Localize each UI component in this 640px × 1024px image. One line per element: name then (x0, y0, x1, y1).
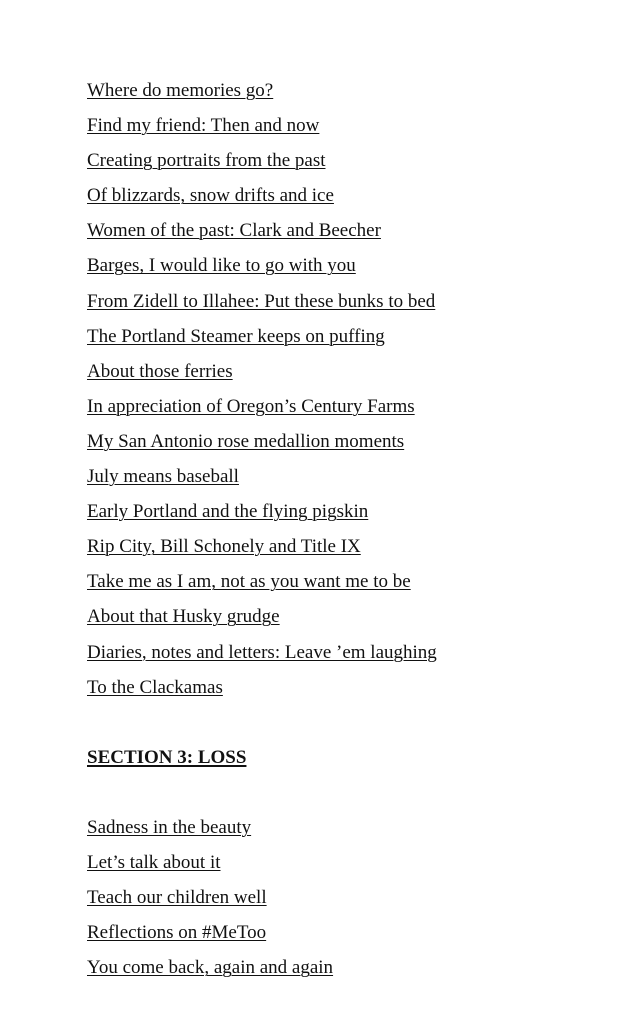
list-item (87, 851, 607, 886)
toc-link-barges[interactable]: Barges, I would like to go with you (87, 255, 356, 277)
list-item (87, 535, 607, 570)
list-item (87, 219, 607, 254)
list-item (87, 395, 607, 430)
list-item (87, 465, 607, 500)
list-item (87, 921, 607, 956)
toc-link-july-baseball[interactable]: July means baseball (87, 466, 239, 488)
toc-link-take-me-as-i-am[interactable]: Take me as I am, not as you want me to be (87, 571, 411, 593)
toc-link-about-those-ferries[interactable]: About those ferries (87, 360, 233, 382)
list-item (87, 570, 607, 605)
toc-link-san-antonio-rose[interactable]: My San Antonio rose medallion moments (87, 430, 405, 452)
section-3-list (87, 816, 607, 991)
toc-link-blizzards[interactable]: Of blizzards, snow drifts and ice (87, 185, 334, 207)
toc-link-zidell-to-illahee[interactable]: From Zidell to Illahee: Put these bunks to bed (87, 290, 436, 312)
list-item (87, 956, 607, 991)
list-item (87, 430, 607, 465)
toc-link-century-farms[interactable]: In appreciation of Oregon’s Century Farms (87, 395, 415, 417)
toc-link-to-the-clackamas[interactable]: To the Clackamas (87, 676, 223, 698)
toc-link-find-my-friend[interactable]: Find my friend: Then and now (87, 115, 320, 137)
list-item (87, 184, 607, 219)
list-item (87, 641, 607, 676)
list-item (87, 500, 607, 535)
document-page (87, 79, 607, 991)
toc-link-husky-grudge[interactable]: About that Husky grudge (87, 606, 280, 628)
list-item (87, 114, 607, 149)
section-2-list (87, 79, 607, 711)
list-item (87, 149, 607, 184)
list-item (87, 886, 607, 921)
toc-link-portland-steamer[interactable]: The Portland Steamer keeps on puffing (87, 325, 385, 347)
toc-link-reflections-metoo[interactable]: Reflections on #MeToo (87, 922, 267, 944)
toc-link-lets-talk-about-it[interactable]: Let’s talk about it (87, 852, 221, 874)
list-item (87, 79, 607, 114)
list-item (87, 360, 607, 395)
toc-link-diaries-notes-letters[interactable]: Diaries, notes and letters: Leave ’em laughing (87, 641, 437, 663)
toc-link-women-of-the-past[interactable]: Women of the past: Clark and Beecher (87, 220, 381, 242)
section-3-heading: SECTION 3: LOSS (87, 746, 247, 768)
toc-link-sadness-in-the-beauty[interactable]: Sadness in the beauty (87, 816, 252, 838)
list-item (87, 676, 607, 711)
toc-link-creating-portraits[interactable]: Creating portraits from the past (87, 150, 326, 172)
toc-link-where-do-memories-go[interactable]: Where do memories go? (87, 80, 274, 101)
list-item (87, 254, 607, 289)
toc-link-flying-pigskin[interactable]: Early Portland and the flying pigskin (87, 501, 369, 523)
toc-link-teach-our-children[interactable]: Teach our children well (87, 887, 267, 909)
toc-link-rip-city[interactable]: Rip City, Bill Schonely and Title IX (87, 536, 361, 558)
list-item (87, 605, 607, 640)
list-item (87, 290, 607, 325)
toc-link-you-come-back[interactable]: You come back, again and again (87, 957, 334, 979)
list-item (87, 816, 607, 851)
list-item (87, 325, 607, 360)
